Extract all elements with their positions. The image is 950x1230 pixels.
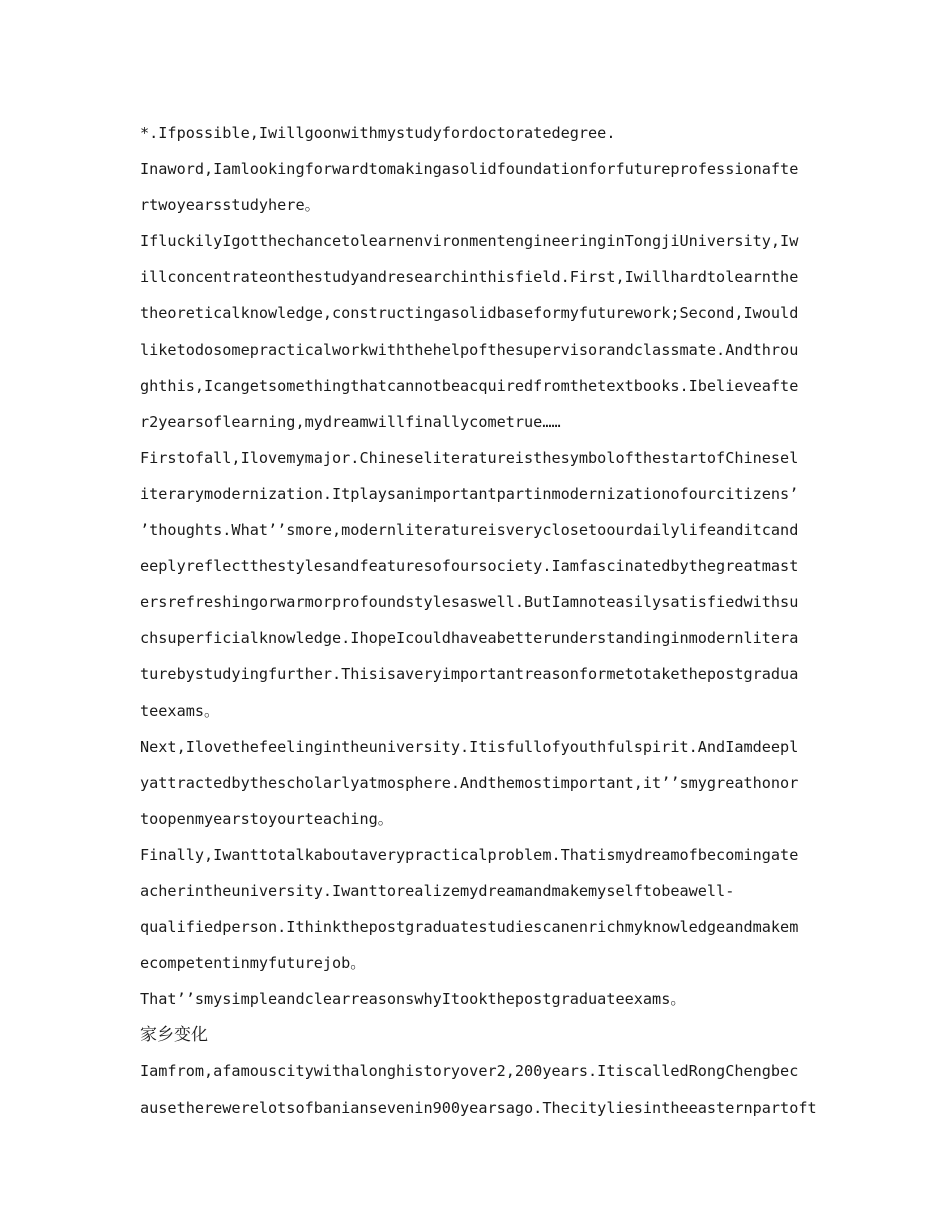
text-line: ’thoughts.What’’smore,modernliteratureisveryclosetoourdailylifeanditcand [140,521,799,540]
text-line: eeplyreflectthestylesandfeaturesofoursociety.Iamfascinatedbythegreatmast [140,557,799,576]
text-line: Inaword,Iamlookingforwardtomakingasolidfoundationforfutureprofessionafte [140,160,799,179]
text-line: Next,Ilovethefeelingintheuniversity.Itisfullofyouthfulspirit.AndIamdeepl [140,737,799,756]
text-line: toopenmyearstoyourteaching。 [140,809,393,828]
text-line: qualifiedperson.Ithinkthepostgraduatestudiescanenrichmyknowledgeandmakem [140,918,799,937]
text-line: illconcentrateonthestudyandresearchinthisfield.First,Iwillhardtolearnthe [140,268,799,287]
document-page [140,115,820,1126]
text-line: ghthis,Icangetsomethingthatcannotbeacquiredfromthetextbooks.Ibelieveafte [140,376,799,395]
text-line: Firstofall,Ilovemymajor.ChineseliteratureisthesymbolofthestartofChinesel [140,448,799,467]
text-line: liketodosomepracticalworkwiththehelpofthesupervisorandclassmate.Andthrou [140,340,799,359]
text-line: Finally,Iwanttotalkaboutaverypracticalproblem.Thatismydreamofbecomingate [140,845,799,864]
text-line: teexams。 [140,701,220,720]
section-heading: 家乡变化 [140,1025,208,1046]
text-line: ecompetentinmyfuturejob。 [140,954,366,973]
text-line: ausetherewerelotsofbaniansevenin900yearsago.Thecityliesintheeasternpartoft [140,1098,817,1117]
text-line: acherintheuniversity.Iwanttorealizemydreamandmakemyselftobeawell- [140,881,735,900]
text-line: r2yearsoflearning,mydreamwillfinallycometrue…… [140,412,561,431]
text-line: turebystudyingfurther.Thisisaveryimportantreasonformetotakethepostgradua [140,665,799,684]
text-line: That’’smysimpleandclearreasonswhyItookthepostgraduateexams。 [140,990,686,1009]
text-line: yattractedbythescholarlyatmosphere.Andthemostimportant,it’’smygreathonor [140,773,799,792]
text-line: *.Ifpossible,Iwillgoonwithmystudyfordoctoratedegree. [140,124,616,142]
text-line: IfluckilyIgotthechancetolearnenvironmentengineeringinTongjiUniversity,Iw [140,232,799,251]
text-line: ersrefreshingorwarmorprofoundstylesaswell.ButIamnoteasilysatisfiedwithsu [140,593,799,612]
text-line: theoreticalknowledge,constructingasolidbaseformyfuturework;Second,Iwould [140,304,799,323]
text-line: iterarymodernization.Itplaysanimportantpartinmodernizationofourcitizens’ [140,484,799,503]
text-line: chsuperficialknowledge.IhopeIcouldhaveabetterunderstandinginmodernlitera [140,629,799,648]
text-line: Iamfrom,afamouscitywithalonghistoryover2,200years.ItiscalledRongChengbec [140,1062,799,1081]
text-line: rtwoyearsstudyhere。 [140,196,320,215]
